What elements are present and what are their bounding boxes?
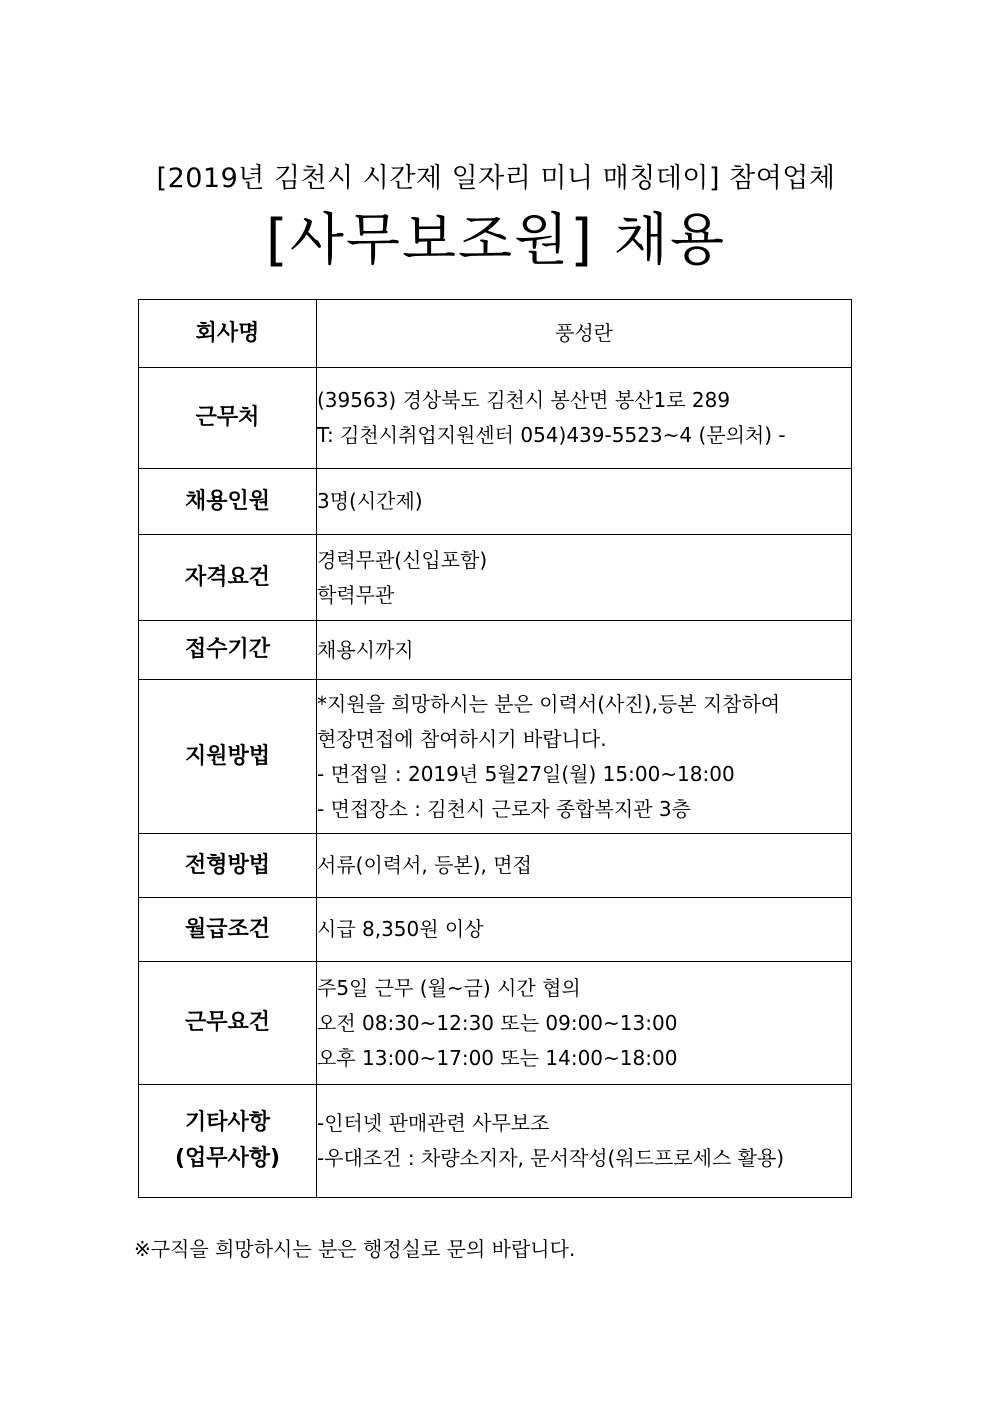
method-line-2: 현장면접에 참여하시기 바랍니다.: [317, 726, 607, 751]
salary-value: 시급 8,350원 이상: [317, 898, 852, 962]
table-row-period: [139, 621, 852, 680]
method-value: [317, 680, 852, 834]
workplace-value: [317, 368, 852, 469]
other-duty: -인터넷 판매관련 사무보조: [317, 1111, 550, 1135]
company-value: 풍성란: [317, 300, 852, 368]
document-title: [사무보조원] 채용: [265, 208, 727, 273]
method-label: 지원방법: [139, 680, 317, 834]
headcount-value: 3명(시간제): [317, 469, 852, 535]
table-row-conditions: [139, 962, 852, 1085]
other-value: [317, 1085, 852, 1198]
other-preference: -우대조건 : 차량소지자, 문서작성(워드프로세스 활용): [317, 1146, 785, 1170]
salary-label: 월급조건: [139, 898, 317, 962]
workplace-address: (39563) 경상북도 김천시 봉산면 봉산1로 289: [317, 388, 731, 412]
table-row-company: [139, 300, 852, 368]
table-row-headcount: [139, 469, 852, 535]
other-label-line-1: 기타사항: [184, 1110, 270, 1135]
interview-date: - 면접일 : 2019년 5월27일(월) 15:00~18:00: [317, 761, 735, 786]
period-value: 채용시까지: [317, 621, 852, 680]
selection-label: 전형방법: [139, 834, 317, 898]
table-row-method: [139, 680, 852, 834]
conditions-label: 근무요건: [139, 962, 317, 1085]
table-row-workplace: [139, 368, 852, 469]
qualifications-label: 자격요건: [139, 535, 317, 621]
interview-place: - 면접장소 : 김천시 근로자 종합복지관 3층: [317, 796, 691, 821]
document-subtitle: [2019년 김천시 시간제 일자리 미니 매칭데이] 참여업체: [156, 163, 836, 194]
other-label-line-2: (업무사항): [174, 1146, 281, 1171]
conditions-morning: 오전 08:30~12:30 또는 09:00~13:00: [317, 1010, 678, 1035]
footnote: ※구직을 희망하시는 분은 행정실로 문의 바랍니다.: [134, 1237, 576, 1261]
conditions-value: [317, 962, 852, 1085]
method-line-1: *지원을 희망하시는 분은 이력서(사진),등본 지참하여: [317, 691, 781, 716]
workplace-label: 근무처: [139, 368, 317, 469]
table-row-qualifications: [139, 535, 852, 621]
qualifications-value: [317, 535, 852, 621]
headcount-label: 채용인원: [139, 469, 317, 535]
conditions-line-1: 주5일 근무 (월~금) 시간 협의: [317, 975, 581, 1000]
period-label: 접수기간: [139, 621, 317, 680]
other-label: [139, 1085, 317, 1198]
selection-value: 서류(이력서, 등본), 면접: [317, 834, 852, 898]
table-row-salary: [139, 898, 852, 962]
qualification-experience: 경력무관(신입포함): [317, 547, 488, 572]
company-label: 회사명: [139, 300, 317, 368]
qualification-education: 학력무관: [317, 582, 395, 607]
table-row-selection: [139, 834, 852, 898]
table-row-other: [139, 1085, 852, 1198]
conditions-afternoon: 오후 13:00~17:00 또는 14:00~18:00: [317, 1045, 678, 1070]
job-info-table: [138, 299, 852, 1198]
workplace-phone: T: 김천시취업지원센터 054)439-5523~4 (문의처) -: [317, 423, 786, 447]
